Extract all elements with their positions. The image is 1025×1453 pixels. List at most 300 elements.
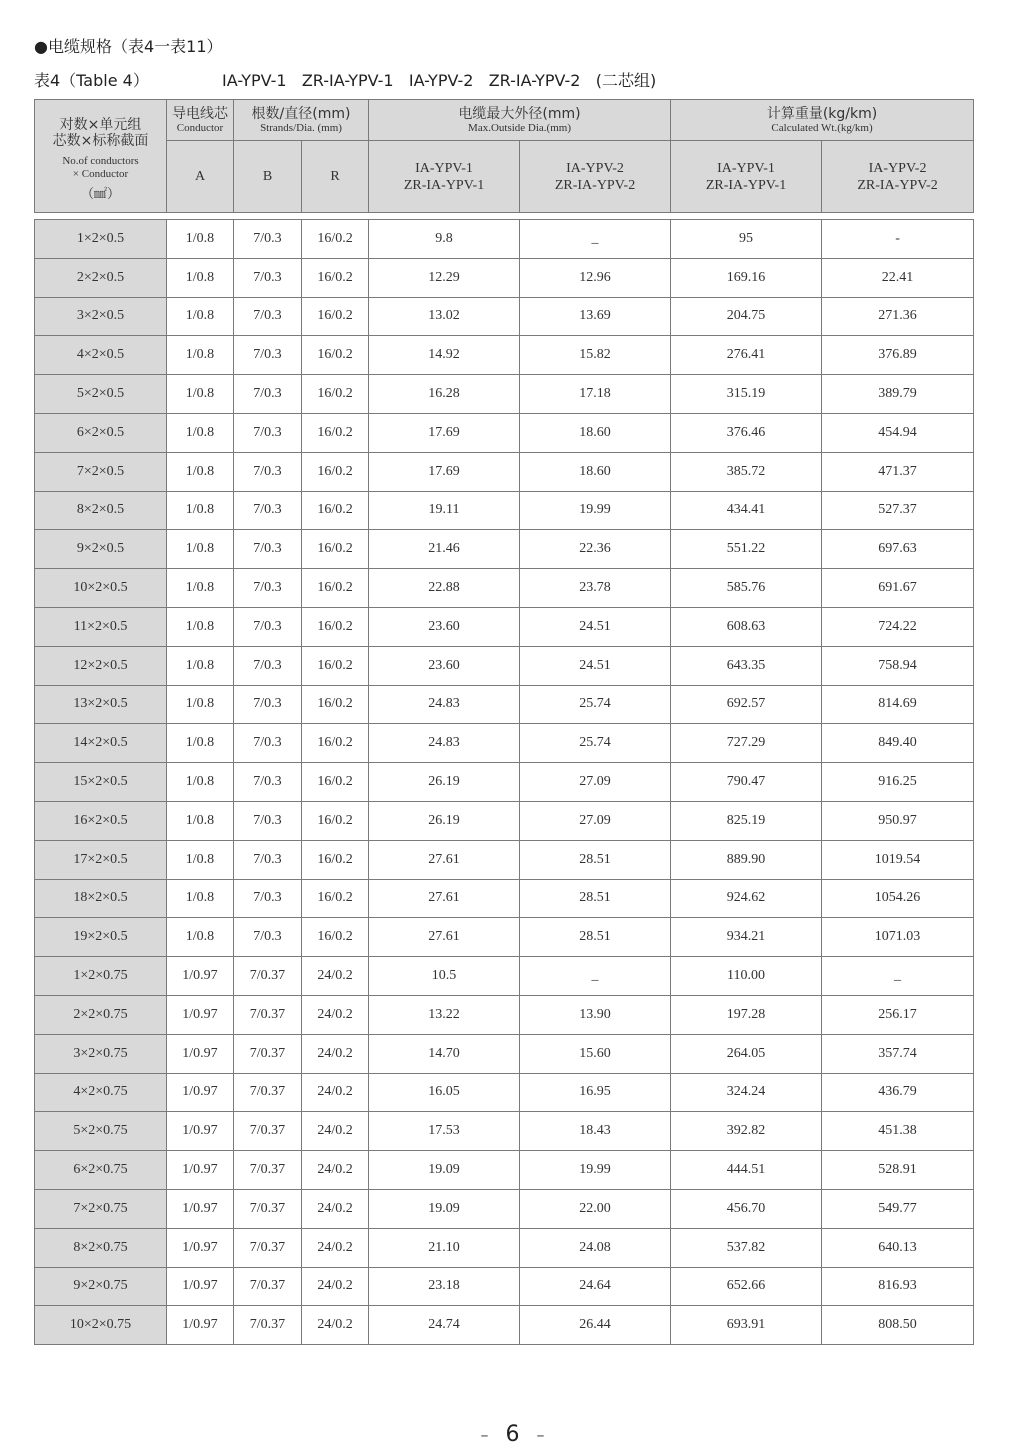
wt-model2-cell: 814.69 — [822, 685, 974, 724]
strand-b-cell: 7/0.3 — [234, 491, 302, 530]
section-title: ●电缆规格（表4一表11） — [34, 37, 223, 56]
wt-model2-cell: 640.13 — [822, 1228, 974, 1267]
col-b-header: B — [234, 141, 302, 213]
strand-r-cell: 16/0.2 — [302, 530, 369, 569]
conductor-a-cell: 1/0.8 — [167, 413, 234, 452]
wt-model2-cell: 724.22 — [822, 607, 974, 646]
dia-model2-cell: 24.08 — [520, 1228, 671, 1267]
wt-model1-cell: 204.75 — [671, 297, 822, 336]
table-row — [35, 879, 974, 918]
strand-r-cell: 24/0.2 — [302, 1034, 369, 1073]
table-row — [35, 491, 974, 530]
table-row — [35, 646, 974, 685]
dia-model2-cell: 24.64 — [520, 1267, 671, 1306]
dia-model2-cell: 25.74 — [520, 685, 671, 724]
strand-r-cell: 16/0.2 — [302, 220, 369, 259]
conductor-a-cell: 1/0.97 — [167, 1189, 234, 1228]
size-cell: 13×2×0.5 — [35, 685, 167, 724]
size-cell: 6×2×0.75 — [35, 1151, 167, 1190]
strand-r-cell: 24/0.2 — [302, 1073, 369, 1112]
wt-model2-cell: _ — [822, 957, 974, 996]
strand-b-cell: 7/0.37 — [234, 1228, 302, 1267]
strand-r-cell: 16/0.2 — [302, 297, 369, 336]
size-cell: 10×2×0.75 — [35, 1306, 167, 1345]
wt-model1-cell: 264.05 — [671, 1034, 822, 1073]
strand-b-cell: 7/0.37 — [234, 1073, 302, 1112]
table-body — [35, 220, 974, 1345]
table-row — [35, 1034, 974, 1073]
size-cell: 8×2×0.5 — [35, 491, 167, 530]
strand-r-cell: 24/0.2 — [302, 1151, 369, 1190]
wt-model1-cell: 551.22 — [671, 530, 822, 569]
wt-model1-cell: 315.19 — [671, 375, 822, 414]
dia-model1-cell: 13.22 — [369, 995, 520, 1034]
table-row — [35, 957, 974, 996]
strand-b-cell: 7/0.37 — [234, 957, 302, 996]
wt-model2-cell: 1071.03 — [822, 918, 974, 957]
dia-model1-cell: 13.02 — [369, 297, 520, 336]
wt-model1-cell: 456.70 — [671, 1189, 822, 1228]
conductor-a-cell: 1/0.8 — [167, 607, 234, 646]
strand-b-cell: 7/0.3 — [234, 646, 302, 685]
strand-r-cell: 16/0.2 — [302, 375, 369, 414]
dia-model2-cell: 15.82 — [520, 336, 671, 375]
wt-model1-cell: 444.51 — [671, 1151, 822, 1190]
page-number: 6 — [505, 1422, 520, 1447]
conductor-a-cell: 1/0.8 — [167, 763, 234, 802]
size-header-unit: （㎟） — [80, 185, 120, 201]
size-cell: 12×2×0.5 — [35, 646, 167, 685]
wt-model1-cell: 324.24 — [671, 1073, 822, 1112]
strand-b-cell: 7/0.3 — [234, 685, 302, 724]
wt-model2-cell: 471.37 — [822, 452, 974, 491]
size-header-cn-2: 芯数×标称截面 — [52, 132, 149, 149]
conductor-a-cell: 1/0.8 — [167, 569, 234, 608]
size-cell: 7×2×0.5 — [35, 452, 167, 491]
table-row — [35, 530, 974, 569]
conductor-header-cn: 导电线芯 — [172, 105, 228, 122]
dia-model1-cell: 22.88 — [369, 569, 520, 608]
wt-model2-cell: 950.97 — [822, 801, 974, 840]
dia-model2-cell: 24.51 — [520, 607, 671, 646]
dia-model1-cell: 26.19 — [369, 801, 520, 840]
strand-b-cell: 7/0.3 — [234, 375, 302, 414]
weight-header — [671, 100, 974, 141]
dia-model1-cell: 9.8 — [369, 220, 520, 259]
strand-r-cell: 16/0.2 — [302, 763, 369, 802]
strand-r-cell: 16/0.2 — [302, 413, 369, 452]
strand-r-cell: 16/0.2 — [302, 685, 369, 724]
dia-model1-cell: 16.28 — [369, 375, 520, 414]
table-row — [35, 801, 974, 840]
conductor-a-cell: 1/0.97 — [167, 1151, 234, 1190]
dia-model1-line1: IA-YPV-1 — [415, 160, 473, 176]
size-header-en-2: × Conductor — [72, 167, 129, 180]
strand-b-cell: 7/0.3 — [234, 918, 302, 957]
dia-model2-cell: 18.60 — [520, 452, 671, 491]
dia-model1-cell: 24.83 — [369, 724, 520, 763]
cable-spec-table — [34, 99, 974, 1345]
dia-model2-cell: 28.51 — [520, 918, 671, 957]
strand-b-cell: 7/0.3 — [234, 258, 302, 297]
dia-model1-cell: 23.60 — [369, 646, 520, 685]
table-row — [35, 763, 974, 802]
size-cell: 17×2×0.5 — [35, 840, 167, 879]
dia-model1-cell: 14.92 — [369, 336, 520, 375]
wt-model2-cell: 271.36 — [822, 297, 974, 336]
size-cell: 9×2×0.5 — [35, 530, 167, 569]
strand-r-cell: 24/0.2 — [302, 1306, 369, 1345]
table-row — [35, 413, 974, 452]
dia-model2-cell: 23.78 — [520, 569, 671, 608]
conductor-a-cell: 1/0.97 — [167, 957, 234, 996]
strand-r-cell: 24/0.2 — [302, 1228, 369, 1267]
strand-r-cell: 16/0.2 — [302, 491, 369, 530]
dia-model2-cell: 24.51 — [520, 646, 671, 685]
conductor-a-cell: 1/0.8 — [167, 918, 234, 957]
wt-model1-cell: 692.57 — [671, 685, 822, 724]
dia-model2-header — [520, 141, 671, 213]
wt-model1-cell: 110.00 — [671, 957, 822, 996]
size-cell: 5×2×0.75 — [35, 1112, 167, 1151]
strand-b-cell: 7/0.3 — [234, 801, 302, 840]
conductor-a-cell: 1/0.8 — [167, 258, 234, 297]
wt-model2-cell: 451.38 — [822, 1112, 974, 1151]
dia-model1-cell: 16.05 — [369, 1073, 520, 1112]
dia-model2-cell: 12.96 — [520, 258, 671, 297]
strand-r-cell: 24/0.2 — [302, 1189, 369, 1228]
conductor-a-cell: 1/0.8 — [167, 685, 234, 724]
dia-model1-line2: ZR-IA-YPV-1 — [403, 177, 485, 193]
wt-model2-cell: 256.17 — [822, 995, 974, 1034]
conductor-a-cell: 1/0.8 — [167, 336, 234, 375]
wt-model1-cell: 376.46 — [671, 413, 822, 452]
dia-model2-cell: _ — [520, 957, 671, 996]
table-row — [35, 1073, 974, 1112]
size-cell: 6×2×0.5 — [35, 413, 167, 452]
strand-r-cell: 16/0.2 — [302, 840, 369, 879]
dia-model1-cell: 19.09 — [369, 1151, 520, 1190]
wt-model1-line2: ZR-IA-YPV-1 — [705, 177, 787, 193]
size-cell: 1×2×0.5 — [35, 220, 167, 259]
col-a-header: A — [167, 141, 234, 213]
strand-r-cell: 16/0.2 — [302, 569, 369, 608]
table-row — [35, 1151, 974, 1190]
strand-b-cell: 7/0.3 — [234, 220, 302, 259]
dia-model2-cell: _ — [520, 220, 671, 259]
wt-model2-cell: 549.77 — [822, 1189, 974, 1228]
strand-r-cell: 16/0.2 — [302, 336, 369, 375]
table-row — [35, 375, 974, 414]
wt-model1-cell: 652.66 — [671, 1267, 822, 1306]
dia-model2-cell: 16.95 — [520, 1073, 671, 1112]
wt-model2-cell: 758.94 — [822, 646, 974, 685]
wt-model1-cell: 825.19 — [671, 801, 822, 840]
dia-model2-cell: 25.74 — [520, 724, 671, 763]
conductor-a-cell: 1/0.97 — [167, 1267, 234, 1306]
conductor-a-cell: 1/0.97 — [167, 1112, 234, 1151]
table-row — [35, 685, 974, 724]
wt-model2-line2: ZR-IA-YPV-2 — [857, 177, 938, 193]
strand-b-cell: 7/0.37 — [234, 1151, 302, 1190]
dia-model2-cell: 18.43 — [520, 1112, 671, 1151]
conductor-a-cell: 1/0.8 — [167, 452, 234, 491]
wt-model1-cell: 197.28 — [671, 995, 822, 1034]
size-cell: 11×2×0.5 — [35, 607, 167, 646]
dia-model1-cell: 23.18 — [369, 1267, 520, 1306]
table-title: 表4（Table 4） — [34, 71, 149, 90]
conductor-a-cell: 1/0.8 — [167, 801, 234, 840]
wt-model1-cell: 643.35 — [671, 646, 822, 685]
conductor-a-cell: 1/0.8 — [167, 297, 234, 336]
strand-r-cell: 16/0.2 — [302, 607, 369, 646]
dia-model1-cell: 17.69 — [369, 413, 520, 452]
dia-model1-cell: 19.11 — [369, 491, 520, 530]
dia-model2-cell: 19.99 — [520, 491, 671, 530]
strand-r-cell: 16/0.2 — [302, 801, 369, 840]
conductor-a-cell: 1/0.97 — [167, 1034, 234, 1073]
wt-model1-cell: 95 — [671, 220, 822, 259]
dia-model1-cell: 21.46 — [369, 530, 520, 569]
dia-model2-cell: 28.51 — [520, 840, 671, 879]
table-row — [35, 452, 974, 491]
wt-model1-cell: 585.76 — [671, 569, 822, 608]
wt-model1-cell: 790.47 — [671, 763, 822, 802]
strand-r-cell: 24/0.2 — [302, 1112, 369, 1151]
dia-model1-cell: 27.61 — [369, 840, 520, 879]
dia-model1-cell: 17.53 — [369, 1112, 520, 1151]
conductor-a-cell: 1/0.8 — [167, 724, 234, 763]
strand-b-cell: 7/0.3 — [234, 413, 302, 452]
wt-model1-cell: 924.62 — [671, 879, 822, 918]
wt-model1-cell: 537.82 — [671, 1228, 822, 1267]
strand-b-cell: 7/0.3 — [234, 607, 302, 646]
size-cell: 19×2×0.5 — [35, 918, 167, 957]
conductor-a-cell: 1/0.8 — [167, 646, 234, 685]
wt-model1-cell: 169.16 — [671, 258, 822, 297]
conductor-a-cell: 1/0.97 — [167, 1073, 234, 1112]
size-cell: 10×2×0.5 — [35, 569, 167, 608]
conductor-a-cell: 1/0.8 — [167, 220, 234, 259]
wt-model1-cell: 276.41 — [671, 336, 822, 375]
page-dash-left: – — [480, 1425, 489, 1445]
dia-model1-header — [369, 141, 520, 213]
conductor-header — [167, 100, 234, 141]
dia-model2-cell: 13.69 — [520, 297, 671, 336]
strand-b-cell: 7/0.37 — [234, 1267, 302, 1306]
table-row — [35, 569, 974, 608]
conductor-header-en: Conductor — [176, 121, 224, 134]
table-row — [35, 1228, 974, 1267]
wt-model2-cell: 389.79 — [822, 375, 974, 414]
dia-model2-line2: ZR-IA-YPV-2 — [554, 177, 636, 193]
header-gap — [35, 213, 974, 220]
size-header — [35, 100, 167, 213]
strand-r-cell: 16/0.2 — [302, 724, 369, 763]
wt-model1-cell: 889.90 — [671, 840, 822, 879]
conductor-a-cell: 1/0.8 — [167, 879, 234, 918]
wt-model1-header — [671, 141, 822, 213]
col-r-header: R — [302, 141, 369, 213]
strand-b-cell: 7/0.37 — [234, 1112, 302, 1151]
strand-b-cell: 7/0.3 — [234, 840, 302, 879]
table-row — [35, 336, 974, 375]
dia-model2-cell: 17.18 — [520, 375, 671, 414]
strand-r-cell: 16/0.2 — [302, 258, 369, 297]
dia-model1-cell: 27.61 — [369, 918, 520, 957]
dia-model1-cell: 21.10 — [369, 1228, 520, 1267]
wt-model2-cell: 528.91 — [822, 1151, 974, 1190]
size-cell: 3×2×0.5 — [35, 297, 167, 336]
table-models: IA-YPV-1 ZR-IA-YPV-1 IA-YPV-2 ZR-IA-YPV-2 (二芯组) — [222, 71, 657, 90]
weight-header-en: Calculated Wt.(kg/km) — [771, 121, 873, 134]
wt-model2-cell: 849.40 — [822, 724, 974, 763]
strands-header-en: Strands/Dia. (mm) — [260, 121, 342, 134]
wt-model1-cell: 934.21 — [671, 918, 822, 957]
dia-model2-cell: 19.99 — [520, 1151, 671, 1190]
size-cell: 8×2×0.75 — [35, 1228, 167, 1267]
page-footer — [0, 1422, 1025, 1447]
diameter-header-cn: 电缆最大外径(mm) — [458, 105, 581, 122]
size-cell: 15×2×0.5 — [35, 763, 167, 802]
strand-b-cell: 7/0.37 — [234, 1306, 302, 1345]
dia-model2-cell: 26.44 — [520, 1306, 671, 1345]
table-row — [35, 258, 974, 297]
strand-r-cell: 16/0.2 — [302, 646, 369, 685]
wt-model2-header — [822, 141, 974, 213]
dia-model2-cell: 22.36 — [520, 530, 671, 569]
weight-header-cn: 计算重量(kg/km) — [766, 105, 878, 122]
table-row — [35, 1267, 974, 1306]
dia-model1-cell: 23.60 — [369, 607, 520, 646]
strand-b-cell: 7/0.3 — [234, 530, 302, 569]
strand-r-cell: 24/0.2 — [302, 995, 369, 1034]
wt-model2-line1: IA-YPV-2 — [868, 160, 927, 176]
wt-model1-cell: 608.63 — [671, 607, 822, 646]
size-cell: 3×2×0.75 — [35, 1034, 167, 1073]
wt-model2-cell: 1019.54 — [822, 840, 974, 879]
size-cell: 2×2×0.5 — [35, 258, 167, 297]
wt-model1-line1: IA-YPV-1 — [717, 160, 775, 176]
dia-model1-cell: 14.70 — [369, 1034, 520, 1073]
strand-b-cell: 7/0.3 — [234, 724, 302, 763]
conductor-a-cell: 1/0.8 — [167, 840, 234, 879]
strand-b-cell: 7/0.37 — [234, 1034, 302, 1073]
strands-header-cn: 根数/直径(mm) — [251, 105, 351, 122]
table-row — [35, 607, 974, 646]
table-row — [35, 918, 974, 957]
size-cell: 18×2×0.5 — [35, 879, 167, 918]
strand-b-cell: 7/0.3 — [234, 452, 302, 491]
wt-model2-cell: 357.74 — [822, 1034, 974, 1073]
wt-model2-cell: 816.93 — [822, 1267, 974, 1306]
table-header — [35, 100, 974, 220]
size-cell: 2×2×0.75 — [35, 995, 167, 1034]
wt-model1-cell: 727.29 — [671, 724, 822, 763]
diameter-header — [369, 100, 671, 141]
dia-model2-cell: 27.09 — [520, 763, 671, 802]
size-cell: 9×2×0.75 — [35, 1267, 167, 1306]
wt-model2-cell: 454.94 — [822, 413, 974, 452]
table-row — [35, 297, 974, 336]
dia-model1-cell: 17.69 — [369, 452, 520, 491]
size-header-cn-1: 对数×单元组 — [59, 116, 142, 133]
wt-model2-cell: 1054.26 — [822, 879, 974, 918]
table-caption — [34, 68, 657, 91]
size-cell: 4×2×0.75 — [35, 1073, 167, 1112]
strand-b-cell: 7/0.37 — [234, 1189, 302, 1228]
dia-model2-cell: 15.60 — [520, 1034, 671, 1073]
conductor-a-cell: 1/0.97 — [167, 1228, 234, 1267]
wt-model2-cell: 916.25 — [822, 763, 974, 802]
size-cell: 1×2×0.75 — [35, 957, 167, 996]
strand-b-cell: 7/0.3 — [234, 297, 302, 336]
dia-model2-cell: 27.09 — [520, 801, 671, 840]
dia-model1-cell: 24.83 — [369, 685, 520, 724]
size-cell: 7×2×0.75 — [35, 1189, 167, 1228]
wt-model1-cell: 385.72 — [671, 452, 822, 491]
dia-model2-line1: IA-YPV-2 — [566, 160, 624, 176]
strand-r-cell: 16/0.2 — [302, 452, 369, 491]
strand-b-cell: 7/0.3 — [234, 763, 302, 802]
conductor-a-cell: 1/0.97 — [167, 1306, 234, 1345]
strand-b-cell: 7/0.3 — [234, 569, 302, 608]
dia-model1-cell: 26.19 — [369, 763, 520, 802]
wt-model2-cell: 691.67 — [822, 569, 974, 608]
wt-model1-cell: 693.91 — [671, 1306, 822, 1345]
table-row — [35, 840, 974, 879]
size-cell: 5×2×0.5 — [35, 375, 167, 414]
size-header-en-1: No.of conductors — [62, 154, 139, 167]
dia-model1-cell: 19.09 — [369, 1189, 520, 1228]
wt-model2-cell: 527.37 — [822, 491, 974, 530]
wt-model2-cell: 697.63 — [822, 530, 974, 569]
table-row — [35, 724, 974, 763]
dia-model2-cell: 22.00 — [520, 1189, 671, 1228]
conductor-a-cell: 1/0.8 — [167, 491, 234, 530]
dia-model1-cell: 24.74 — [369, 1306, 520, 1345]
table-row — [35, 220, 974, 259]
table-row — [35, 1306, 974, 1345]
wt-model2-cell: 808.50 — [822, 1306, 974, 1345]
wt-model2-cell: 436.79 — [822, 1073, 974, 1112]
conductor-a-cell: 1/0.97 — [167, 995, 234, 1034]
dia-model1-cell: 10.5 — [369, 957, 520, 996]
wt-model1-cell: 392.82 — [671, 1112, 822, 1151]
wt-model1-cell: 434.41 — [671, 491, 822, 530]
dia-model1-cell: 27.61 — [369, 879, 520, 918]
strand-r-cell: 16/0.2 — [302, 918, 369, 957]
strand-b-cell: 7/0.37 — [234, 995, 302, 1034]
strand-r-cell: 24/0.2 — [302, 1267, 369, 1306]
dia-model2-cell: 18.60 — [520, 413, 671, 452]
strand-r-cell: 24/0.2 — [302, 957, 369, 996]
size-cell: 16×2×0.5 — [35, 801, 167, 840]
strand-r-cell: 16/0.2 — [302, 879, 369, 918]
diameter-header-en: Max.Outside Dia.(mm) — [468, 121, 571, 134]
strand-b-cell: 7/0.3 — [234, 879, 302, 918]
dia-model2-cell: 28.51 — [520, 879, 671, 918]
wt-model2-cell: - — [822, 220, 974, 259]
wt-model2-cell: 22.41 — [822, 258, 974, 297]
conductor-a-cell: 1/0.8 — [167, 375, 234, 414]
strands-header — [234, 100, 369, 141]
table-row — [35, 995, 974, 1034]
dia-model1-cell: 12.29 — [369, 258, 520, 297]
page-dash-right: – — [536, 1425, 545, 1445]
conductor-a-cell: 1/0.8 — [167, 530, 234, 569]
size-cell: 14×2×0.5 — [35, 724, 167, 763]
